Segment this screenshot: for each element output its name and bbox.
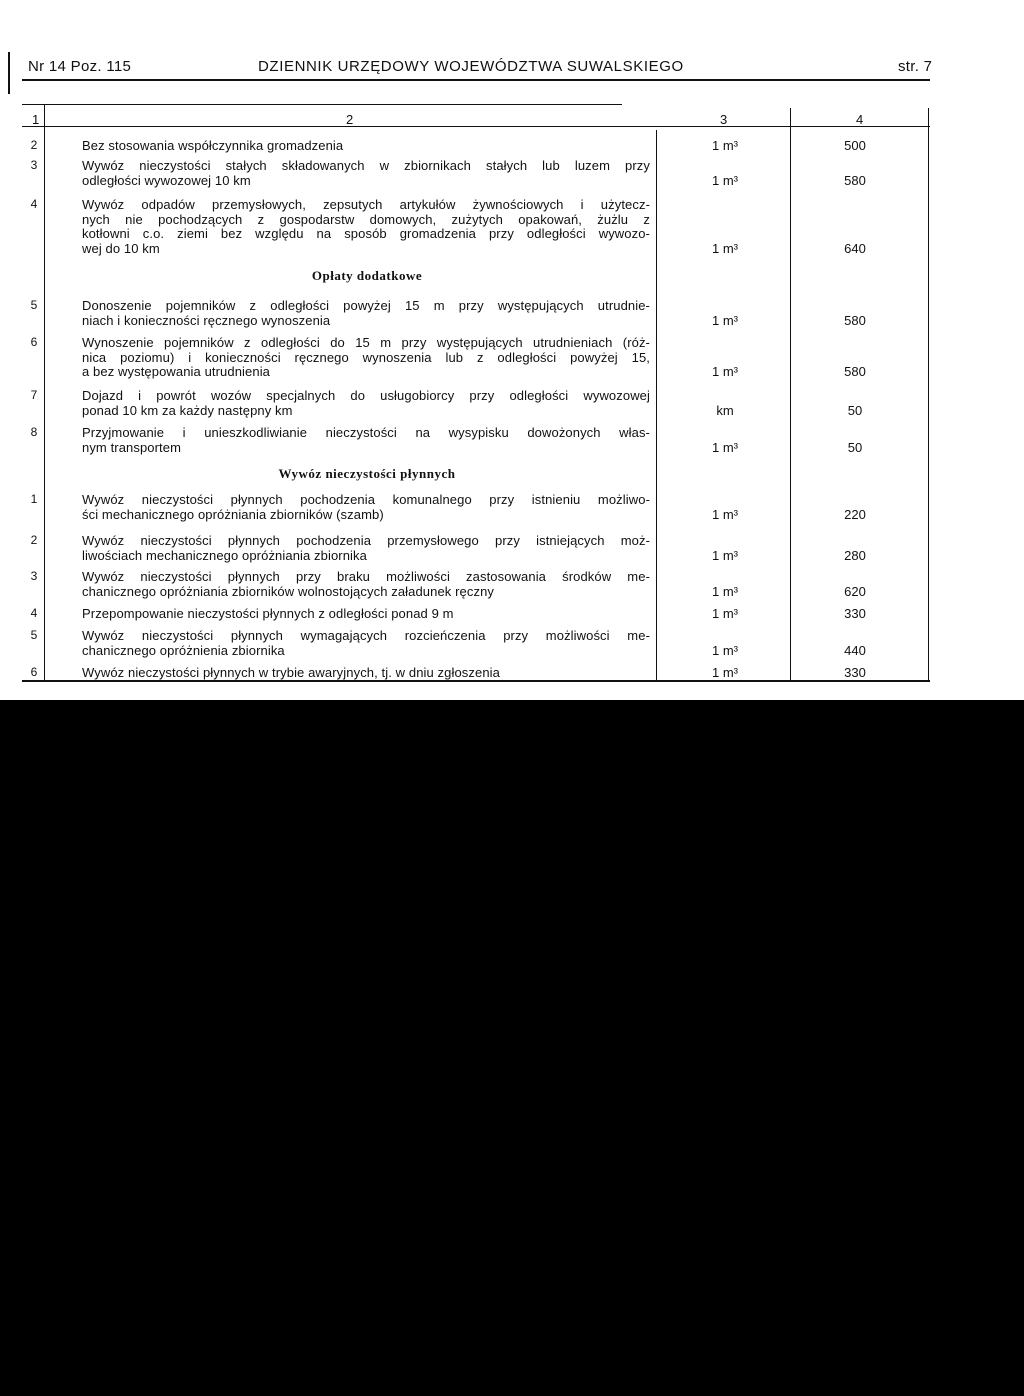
row-rate: 580 — [844, 364, 866, 380]
row-unit: 1 m³ — [712, 138, 738, 153]
row-description-line: Wywóz odpadów przemysłowych, zepsutych artykułów żywnościowych i użytecz- — [82, 197, 650, 212]
row-description-line: wej do 10 km — [82, 240, 160, 256]
row-description-line: Wywóz nieczystości płynnych w trybie awaryjnych, tj. w dniu zgłoszenia — [82, 665, 500, 680]
row-unit: 1 m³ — [712, 583, 738, 599]
row-rate: 330 — [844, 606, 866, 621]
row-unit: 1 m³ — [712, 547, 738, 563]
row-rate: 580 — [844, 312, 866, 328]
row-description-line: ści mechanicznego opróżniania zbiorników (szamb) — [82, 506, 384, 522]
row-number: 3 — [30, 569, 38, 583]
table-bottom-border — [22, 680, 930, 682]
table-header-border — [22, 126, 930, 127]
section-title: Wywóz nieczystości płynnych — [278, 466, 456, 481]
row-rate: 440 — [844, 642, 866, 658]
row-unit: 1 m³ — [712, 439, 738, 455]
row-rate: 640 — [844, 240, 866, 256]
row-rate: 580 — [844, 172, 866, 188]
row-description-line: kotłowni c.o. ziemi bez względu na sposób gromadzenia przy odległości wywozo- — [82, 226, 650, 242]
row-description-line: Wywóz nieczystości płynnych przy braku możliwości zastosowania środków me- — [82, 569, 650, 584]
column-divider-1 — [44, 104, 45, 680]
row-description-line: Dojazd i powrót wozów specjalnych do usługobiorcy przy odległości wywozowej — [82, 388, 650, 403]
table-top-border — [22, 104, 622, 105]
row-rate: 50 — [847, 439, 863, 455]
row-number: 5 — [30, 628, 38, 642]
journal-title: DZIENNIK URZĘDOWY WOJEWÓDZTWA SUWALSKIEGO — [258, 58, 684, 75]
row-description-line: Wynoszenie pojemników z odległości do 15 m przy występujących utrudnieniach (róż- — [82, 335, 650, 350]
row-number: 6 — [30, 335, 38, 349]
row-description-line: nica poziomu) i konieczności ręcznego wynoszenia lub z odległości powyżej 15, — [82, 349, 650, 365]
row-description-line: niach i konieczności ręcznego wynoszenia — [82, 312, 331, 328]
row-description-line: chanicznego opróżnienia zbiornika — [82, 642, 285, 658]
row-description-line: Wywóz nieczystości płynnych wymagających rozcieńczenia przy możliwości me- — [82, 628, 650, 643]
row-description-line: liwościach mechanicznego opróżniania zbiornika — [82, 547, 367, 563]
row-rate: 620 — [844, 583, 866, 599]
column-divider-3 — [790, 108, 791, 680]
row-number: 5 — [30, 298, 38, 312]
page-number: str. 7 — [898, 58, 933, 75]
row-description-line: Wywóz nieczystości płynnych pochodzenia komunalnego przy istnieniu możliwo- — [82, 492, 650, 507]
row-unit: 1 m³ — [712, 642, 738, 658]
row-unit: 1 m³ — [712, 364, 738, 380]
margin-line — [8, 52, 10, 94]
row-number: 4 — [30, 197, 38, 211]
row-unit: 1 m³ — [712, 606, 738, 621]
row-description-line: nym transportem — [82, 439, 182, 455]
row-unit: 1 m³ — [712, 172, 738, 188]
column-divider-2 — [656, 130, 657, 680]
section-title: Opłaty dodatkowe — [311, 268, 423, 283]
row-number: 4 — [30, 606, 38, 620]
row-description-line: Wywóz nieczystości płynnych pochodzenia przemysłowego przy istniejących moż- — [82, 533, 650, 548]
row-rate: 50 — [847, 402, 863, 418]
row-rate: 280 — [844, 547, 866, 563]
row-number: 8 — [30, 425, 38, 439]
row-unit: 1 m³ — [712, 312, 738, 328]
column-header-1: 1 — [32, 112, 40, 127]
header-rule — [22, 79, 930, 81]
row-unit: km — [716, 402, 734, 418]
row-unit: 1 m³ — [712, 665, 738, 680]
row-description-line: Przepompowanie nieczystości płynnych z odległości ponad 9 m — [82, 606, 454, 621]
row-rate: 330 — [844, 665, 866, 680]
row-unit: 1 m³ — [712, 506, 738, 522]
table-right-border — [928, 108, 929, 680]
row-description-line: ponad 10 km za każdy następny km — [82, 402, 293, 418]
row-description-line: nych nie pochodzących z gospodarstw domowych, zużytych opakowań, żużlu z — [82, 211, 650, 227]
row-description-line: Wywóz nieczystości stałych składowanych w zbiornikach stałych lub luzem przy — [82, 158, 650, 173]
row-number: 1 — [30, 492, 38, 506]
issue-number: Nr 14 Poz. 115 — [28, 58, 132, 75]
column-header-3: 3 — [720, 112, 728, 127]
row-description-line: Donoszenie pojemników z odległości powyżej 15 m przy występujących utrudnie- — [82, 298, 650, 313]
column-header-2: 2 — [346, 112, 354, 127]
row-description-line: odległości wywozowej 10 km — [82, 172, 251, 188]
row-unit: 1 m³ — [712, 240, 738, 256]
row-number: 7 — [30, 388, 38, 402]
row-number: 2 — [30, 138, 38, 152]
row-description-line: Bez stosowania współczynnika gromadzenia — [82, 138, 344, 153]
row-number: 2 — [30, 533, 38, 547]
column-header-4: 4 — [856, 112, 864, 127]
row-number: 6 — [30, 665, 38, 679]
row-rate: 220 — [844, 506, 866, 522]
row-number: 3 — [30, 158, 38, 172]
row-description-line: a bez występowania utrudnienia — [82, 364, 271, 380]
row-description-line: Przyjmowanie i unieszkodliwianie nieczystości na wysypisku dowożonych włas- — [82, 425, 650, 440]
row-rate: 500 — [844, 138, 866, 153]
row-description-line: chanicznego opróżniania zbiorników wolnostojących załadunek ręczny — [82, 583, 494, 599]
